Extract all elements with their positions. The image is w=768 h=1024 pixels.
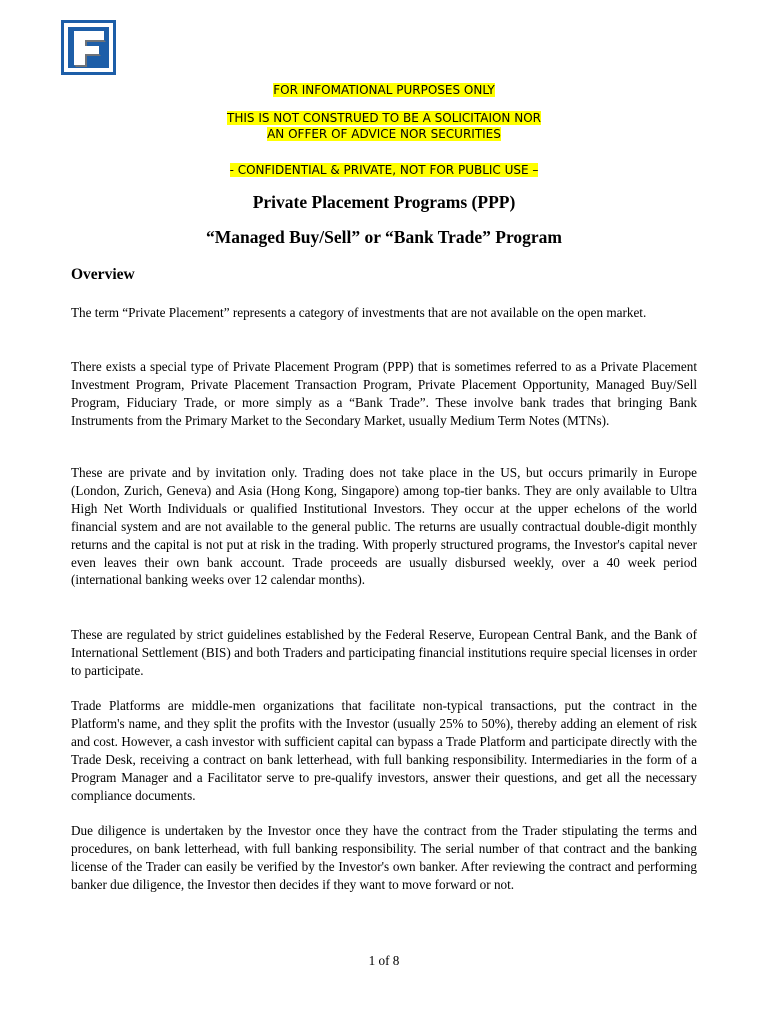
section-heading-overview: Overview [71, 266, 135, 283]
disclaimer-line-3: AN OFFER OF ADVICE NOR SECURITIES [267, 127, 501, 141]
document-subtitle: “Managed Buy/Sell” or “Bank Trade” Program [205, 227, 562, 247]
paragraph-4: These are regulated by strict guidelines established by the Federal Reserve, European Central Bank, and the Bank of International Settlement (BIS) and both Traders and participating financial institutions require special licenses in order to participate. [71, 627, 697, 678]
paragraph-3: These are private and by invitation only. Trading does not take place in the US, but occurs primarily in Europe (London, Zurich, Geneva) and Asia (Hong Kong, Singapore) among top-tier banks. They are only available to Ultra High Net Worth Individuals or qualified Institutional Investors. They occur at the upper echelons of the world financial system and are not available to the general public. The returns are usually contractual double-digit monthly returns and the capital is not put at risk in the trading. With properly structured programs, the Investor's capital never even leaves their own bank account. Trade proceeds are usually disbursed weekly, over a 40 week period (international banking weeks over 12 calendar months). [71, 465, 697, 588]
disclaimer-not-solicitation [0, 110, 768, 126]
paragraph-1: The term “Private Placement” represents a category of investments that are not available on the open market. [71, 305, 647, 320]
disclaimer-confidential [0, 162, 768, 178]
page-number: 1 of 8 [368, 953, 400, 968]
paragraph-5: Trade Platforms are middle-men organizations that facilitate non-typical transactions, put the contract in the Platform's name, and they split the profits with the Investor (usually 25% to 50%), thereby adding an element of risk and cost. However, a cash investor with sufficient capital can bypass a Trade Platform and participate directly with the Trade Desk, receiving a contract on bank letterhead, with full banking responsibility. Intermediaries in the form of a Program Manager and a Facilitator serve to pre-qualify investors, answer their questions, and get all the necessary compliance documents. [71, 698, 697, 803]
disclaimer-line-1: FOR INFOMATIONAL PURPOSES ONLY [273, 83, 495, 97]
company-logo [60, 19, 117, 76]
disclaimer-line-4: - CONFIDENTIAL & PRIVATE, NOT FOR PUBLIC USE – [229, 163, 539, 177]
paragraph-6: Due diligence is undertaken by the Investor once they have the contract from the Trader stipulating the terms and procedures, on bank letterhead, with full banking responsibility. The serial number of that contract and the banking license of the Trader can easily be verified by the Investor's own banker. After reviewing the contract and performing banker due diligence, the Investor then decides if they want to move forward or not. [71, 823, 697, 892]
paragraph-2: There exists a special type of Private Placement Program (PPP) that is sometimes referred to as a Private Placement Investment Program, Private Placement Transaction Program, Private Placement Opportunity, Managed Buy/Sell Program, Fiduciary Trade, or more simply as a “Bank Trade”. These involve bank trades that bringing Bank Instruments from the Primary Market to the Secondary Market, usually Medium Term Notes (MTNs). [71, 359, 697, 428]
disclaimer-not-offer [0, 126, 768, 142]
f-letter-logo-icon [60, 19, 117, 76]
document-title: Private Placement Programs (PPP) [252, 192, 516, 212]
disclaimer-informational [0, 82, 768, 98]
disclaimer-line-2: THIS IS NOT CONSTRUED TO BE A SOLICITAION NOR [227, 111, 541, 125]
